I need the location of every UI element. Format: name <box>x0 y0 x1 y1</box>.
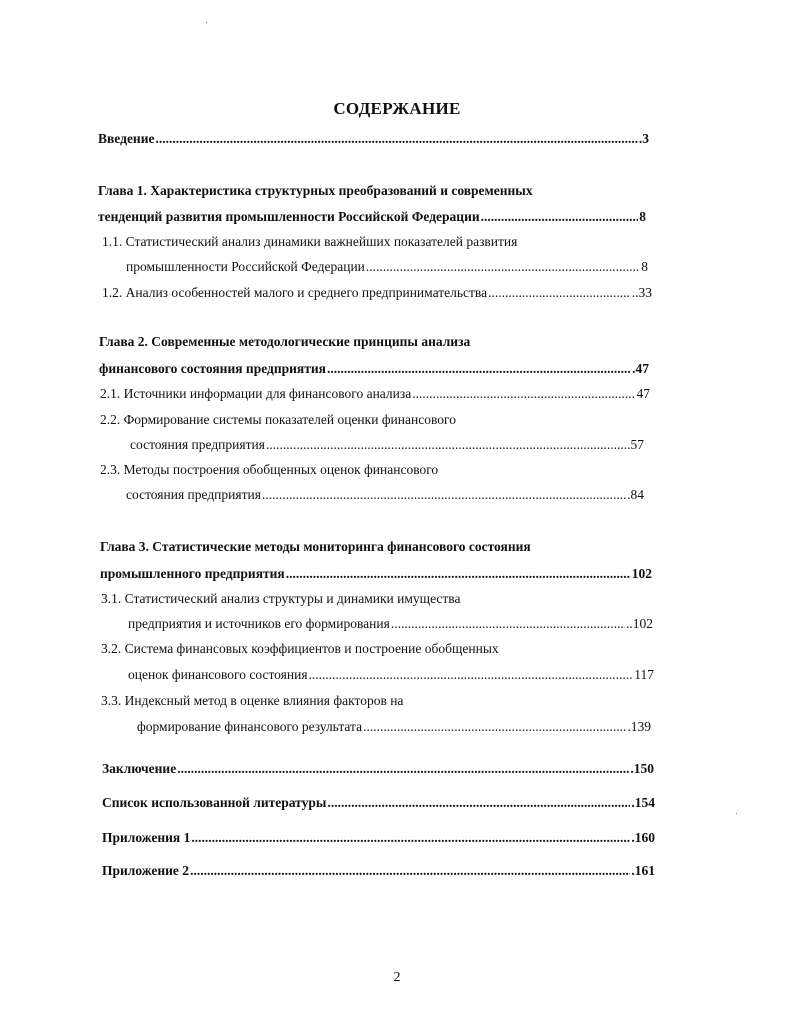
toc-leader-dots <box>286 565 631 583</box>
toc-section-3-3-entry <box>137 718 651 736</box>
toc-page-number: .47 <box>632 361 649 376</box>
toc-page-number: 8 <box>639 209 646 224</box>
toc-entry-references <box>102 794 655 812</box>
toc-section-3-2-title: 3.2. Система финансовых коэффициентов и построение обобщенных <box>101 641 499 656</box>
toc-section-2-3-entry <box>126 486 644 504</box>
toc-entry-appendix-2 <box>102 862 655 880</box>
toc-leader-dots <box>262 486 626 504</box>
toc-page-number: 8 <box>641 259 648 274</box>
toc-entry-title: финансового состояния предприятия <box>99 361 326 376</box>
toc-page-number: .139 <box>627 719 651 734</box>
toc-entry-title: предприятия и источников его формирования <box>128 616 390 631</box>
toc-entry-title: Приложения 1 <box>102 830 191 845</box>
toc-entry-title: Список использованной литературы <box>102 795 327 810</box>
page-number: 2 <box>393 970 401 985</box>
toc-page-number: .84 <box>627 487 644 502</box>
toc-page-number: 47 <box>636 386 650 401</box>
toc-chapter-1-title: Глава 1. Характеристика структурных преобразований и современных <box>98 183 533 198</box>
toc-leader-dots <box>391 615 625 633</box>
toc-leader-dots <box>190 862 630 880</box>
toc-section-2-2-entry <box>130 436 644 454</box>
toc-section-1-1-title: 1.1. Статистический анализ динамики важнейших показателей развития <box>102 234 518 249</box>
toc-leader-dots <box>488 284 631 302</box>
toc-leader-dots <box>412 385 635 403</box>
toc-page-number: .161 <box>631 863 655 878</box>
toc-entry-title: оценок финансового состояния <box>128 667 308 682</box>
toc-entry-title: 2.1. Источники информации для финансового анализа <box>100 386 412 401</box>
toc-section-3-1-title: 3.1. Статистический анализ структуры и динамики имущества <box>101 591 461 606</box>
toc-section-1-1-entry <box>126 258 648 276</box>
toc-section-2-2-title: 2.2. Формирование системы показателей оценки финансового <box>100 412 456 427</box>
toc-section-3-2-entry <box>128 666 654 684</box>
toc-leader-dots <box>191 829 630 847</box>
toc-entry-title: состояния предприятия <box>126 487 261 502</box>
toc-entry-conclusion <box>102 760 654 778</box>
scan-speck <box>206 22 207 23</box>
toc-section-2-1-entry <box>100 385 650 403</box>
toc-entry-title: промышленного предприятия <box>100 566 285 581</box>
toc-page-number: 102 <box>631 566 652 581</box>
toc-section-3-1-entry <box>128 615 653 633</box>
toc-page-number: 117 <box>634 667 654 682</box>
toc-entry-title: тенденций развития промышленности Российской Федерации <box>98 209 480 224</box>
toc-leader-dots <box>363 718 626 736</box>
page-title: СОДЕРЖАНИЕ <box>333 99 461 118</box>
toc-section-2-3-title: 2.3. Методы построения обобщенных оценок финансового <box>100 462 439 477</box>
toc-entry-title: Заключение <box>102 761 177 776</box>
toc-entry-title: промышленности Российской Федерации <box>126 259 365 274</box>
toc-chapter-2-entry <box>99 360 649 378</box>
toc-page-number: .154 <box>631 795 655 810</box>
toc-entry-title: Введение <box>98 131 155 146</box>
toc-page-number: .160 <box>631 830 655 845</box>
toc-leader-dots <box>327 360 631 378</box>
toc-chapter-3-title: Глава 3. Статистические методы мониторинга финансового состояния <box>100 539 531 554</box>
toc-leader-dots <box>266 436 626 454</box>
toc-chapter-3-entry <box>100 565 652 583</box>
toc-page-number: ..33 <box>631 285 652 300</box>
toc-leader-dots <box>177 760 629 778</box>
toc-page-number: .3 <box>638 131 649 146</box>
toc-leader-dots <box>366 258 640 276</box>
toc-entry-introduction <box>98 130 649 148</box>
toc-chapter-1-entry <box>98 208 646 226</box>
toc-section-1-2-entry <box>102 284 652 302</box>
scan-speck <box>736 813 737 814</box>
toc-entry-title: Приложение 2 <box>102 863 190 878</box>
toc-leader-dots <box>327 794 630 812</box>
toc-entry-title: 1.2. Анализ особенностей малого и среднего предпринимательства <box>102 285 488 300</box>
toc-leader-dots <box>481 208 639 226</box>
toc-section-3-3-title: 3.3. Индексный метод в оценке влияния факторов на <box>101 693 404 708</box>
toc-entry-title: состояния предприятия <box>130 437 265 452</box>
toc-page-number: ..102 <box>626 616 653 631</box>
toc-entry-title: формирование финансового результата <box>137 719 363 734</box>
toc-page-number: .57 <box>627 437 644 452</box>
toc-leader-dots <box>309 666 634 684</box>
toc-entry-appendix-1 <box>102 829 655 847</box>
toc-chapter-2-title: Глава 2. Современные методологические принципы анализа <box>99 334 471 349</box>
toc-leader-dots <box>155 130 637 148</box>
toc-page-number: .150 <box>630 761 654 776</box>
